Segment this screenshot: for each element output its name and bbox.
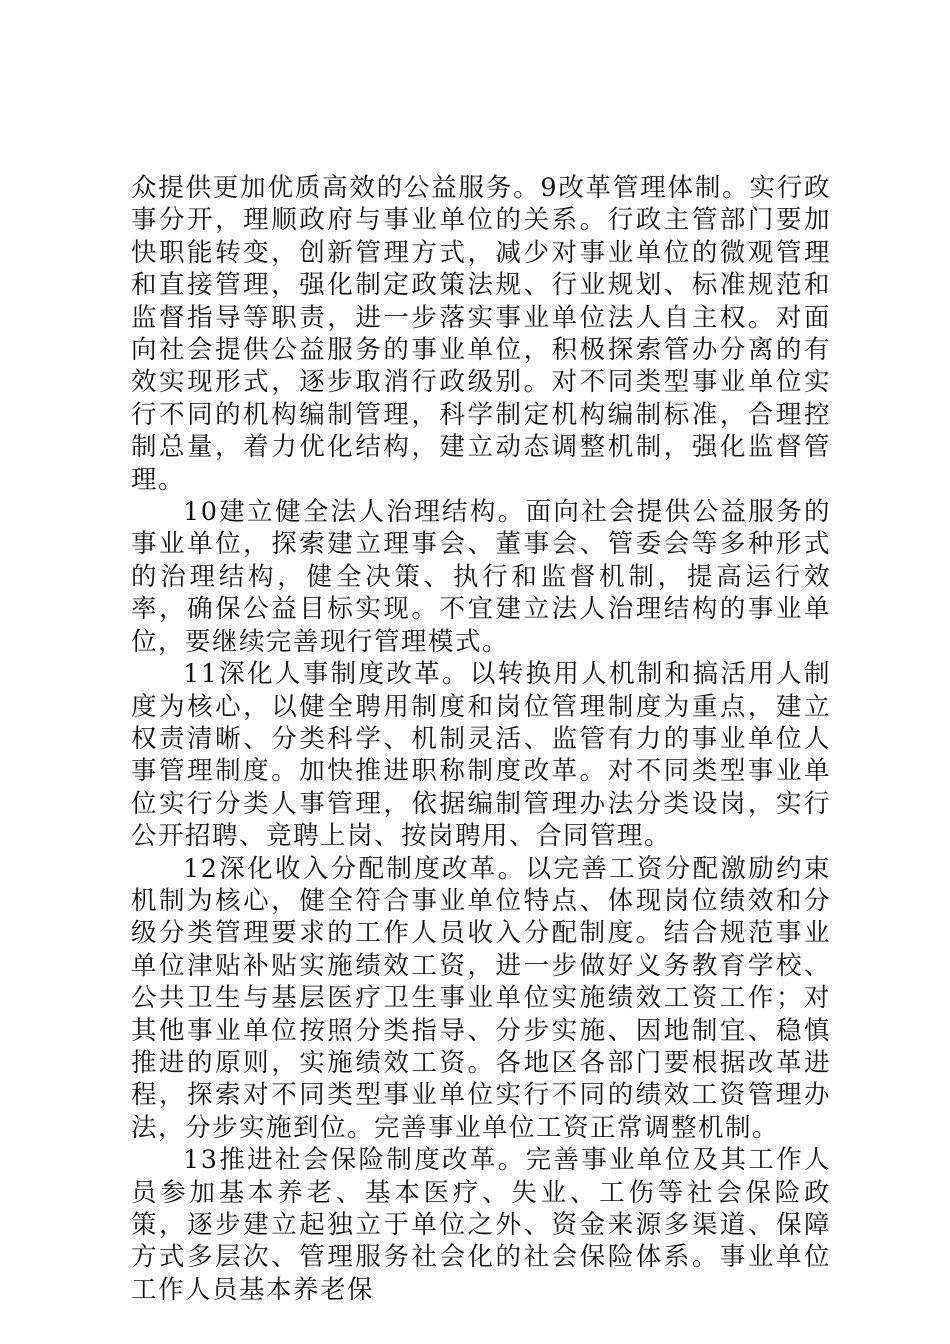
document-body (131, 172, 831, 1306)
paragraph-12: 12深化收入分配制度改革。以完善工资分配激励约束机制为核心，健全符合事业单位特点、体现岗位绩效和分级分类管理要求的工作人员收入分配制度。结合规范事业单位津贴补贴实施绩效工资，进一步做好义务教育学校、公共卫生与基层医疗卫生事业单位实施绩效工资工作；对其他事业单位按照分类指导、分步实施、因地制宜、稳慎推进的原则，实施绩效工资。各地区各部门要根据改革进程，探索对不同类型事业单位实行不同的绩效工资管理办法，分步实施到位。完善事业单位工资正常调整机制。 (131, 853, 831, 1143)
paragraph-11: 11深化人事制度改革。以转换用人机制和搞活用人制度为核心，以健全聘用制度和岗位管理制度为重点，建立权责清晰、分类科学、机制灵活、监管有力的事业单位人事管理制度。加快推进职称制度改革。对不同类型事业单位实行分类人事管理，依据编制管理办法分类设岗，实行公开招聘、竞聘上岗、按岗聘用、合同管理。 (131, 659, 831, 852)
paragraph-10: 10建立健全法人治理结构。面向社会提供公益服务的事业单位，探索建立理事会、董事会、管委会等多种形式的治理结构，健全决策、执行和监督机制，提高运行效率，确保公益目标实现。不宜建立法人治理结构的事业单位，要继续完善现行管理模式。 (131, 497, 831, 657)
paragraph-continuation: 众提供更加优质高效的公益服务。9改革管理体制。实行政事分开，理顺政府与事业单位的关系。行政主管部门要加快职能转变，创新管理方式，减少对事业单位的微观管理和直接管理，强化制定政策法规、行业规划、标准规范和监督指导等职责，进一步落实事业单位法人自主权。对面向社会提供公益服务的事业单位，积极探索管办分离的有效实现形式，逐步取消行政级别。对不同类型事业单位实行不同的机构编制管理，科学制定机构编制标准，合理控制总量，着力优化结构，建立动态调整机制，强化监督管理。 (131, 173, 831, 495)
paragraph-13: 13推进社会保险制度改革。完善事业单位及其工作人员参加基本养老、基本医疗、失业、工伤等社会保险政策，逐步建立起独立于单位之外、资金来源多渠道、保障方式多层次、管理服务社会化的社会保险体系。事业单位工作人员基本养老保 (131, 1145, 831, 1305)
